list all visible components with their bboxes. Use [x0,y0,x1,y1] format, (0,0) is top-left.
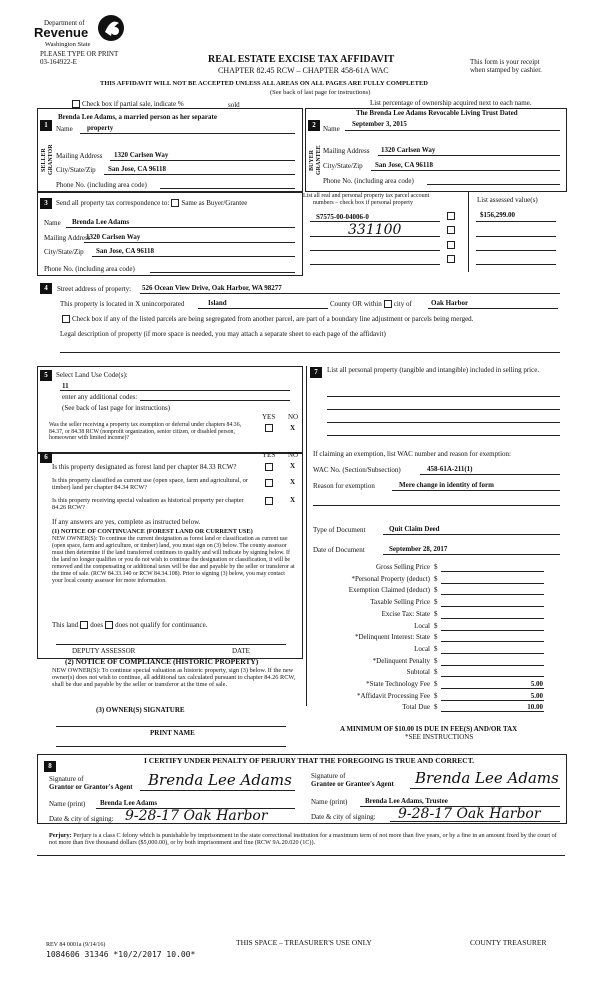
wac-field[interactable]: 458-61A-211(1) [427,465,473,473]
form-subtitle: CHAPTER 82.45 RCW – CHAPTER 458-61A WAC [218,66,389,75]
land-use-code-field[interactable]: 11 [62,382,69,390]
grantee-sig-label-2: Grantee or Grantee's Agent [311,780,394,788]
tax-row-dollar: $ [434,680,438,688]
tax-row-label: Local [414,622,430,630]
city-of-label: city of [393,300,412,308]
within-city-checkbox[interactable] [384,300,392,308]
seller-city-label: City/State/Zip [56,166,96,174]
personal-property-checkbox-1[interactable] [447,212,455,220]
section-5-badge: 5 [40,370,52,381]
street-field[interactable]: 526 Ocean View Drive, Oak Harbor, WA 98277 [142,284,282,292]
personal-property-checkbox-3[interactable] [447,241,455,249]
forest-q2-answer[interactable]: X [290,478,296,486]
receipt-note-2: when stamped by cashier. [470,66,542,74]
seller-name-line1: Brenda Lee Adams, a married person as her separate [58,113,217,121]
tax-row-dollar: $ [434,622,438,630]
city-field[interactable]: Oak Harbor [431,299,469,307]
forest-q2-yes-checkbox[interactable] [265,479,273,487]
grantor-name-label: Name (print) [49,800,86,808]
section-7-badge: 7 [310,367,322,378]
correspondence-row [56,199,247,207]
seller-mailing-field[interactable]: 1320 Carlsen Way [114,151,169,159]
grantee-name-field[interactable]: Brenda Lee Adams, Trustee [365,797,448,805]
grantee-date-label: Date & city of signing: [311,813,376,821]
street-label: Street address of property: [57,285,132,293]
form-title: REAL ESTATE EXCISE TAX AFFIDAVIT [208,54,395,65]
grantor-sig-label-2: Grantor or Grantor's Agent [49,783,133,791]
tax-row-value[interactable]: 10.00 [527,703,543,711]
forest-yes-header: YES [262,451,276,459]
tax-row-label: Subtotal [406,668,430,676]
parcel-header-1: List all real and personal property tax parcel account [303,193,430,199]
tax-row-value[interactable]: 5.00 [530,680,543,688]
agency-line3: Washington State [45,41,91,48]
seller-name-field[interactable]: property [87,124,114,132]
tax-row-label: *Personal Property (deduct) [351,575,430,583]
grantor-name-field[interactable]: Brenda Lee Adams [100,799,158,807]
section-2-badge: 2 [308,120,320,131]
within-row [330,300,412,308]
tax-row-dollar: $ [434,575,438,583]
forest-q3-answer[interactable]: X [290,496,296,504]
perjury-label: Perjury: [49,832,72,839]
see-back-text: (See back of last page for instructions) [270,89,371,96]
warning-text: THIS AFFIDAVIT WILL NOT BE ACCEPTED UNLESS ALL AREAS ON ALL PAGES ARE FULLY COMPLETED [100,80,428,87]
this-land-label: This land [52,621,79,629]
parcel-header-2: numbers – check box if personal property [313,200,413,206]
assessed-value-field[interactable]: $156,299.00 [480,211,515,219]
section-1-badge: 1 [40,120,52,131]
section-8-badge: 8 [44,761,56,772]
grantor-date-label: Date & city of signing: [49,815,114,823]
tax-row-dollar: $ [434,703,438,711]
same-as-buyer-checkbox[interactable] [171,199,179,207]
forest-q1-yes-checkbox[interactable] [265,463,273,471]
land-use-see-back: (See back of last page for instructions) [62,404,171,412]
buyer-mailing-field[interactable]: 1320 Carlsen Way [381,146,436,154]
tax-row-label: Local [414,645,430,653]
doc-type-label: Type of Document [313,526,366,534]
tax-row-dollar: $ [434,645,438,653]
land-use-yes-header: YES [262,413,276,421]
corr-city-field[interactable]: San Jose, CA 96118 [96,247,154,255]
tax-row-value[interactable]: 5.00 [530,692,543,700]
seller-city-field[interactable]: San Jose, CA 96118 [108,165,166,173]
please-type: PLEASE TYPE OR PRINT [40,50,119,58]
segregation-row [60,315,473,323]
grantor-signature[interactable]: Brenda Lee Adams [148,771,292,789]
tax-row-label: Excise Tax: State [381,610,430,618]
grantee-name-label: Name (print) [311,798,348,806]
county-treasurer-label: COUNTY TREASURER [470,938,547,947]
agency-line1: Department of [44,19,85,27]
reason-field[interactable]: Mere change in identity of form [399,481,494,489]
seller-phone-label: Phone No. (including area code) [56,181,147,189]
notice1-body: NEW OWNER(S): To continue the current designation as forest land or classification as current use (open space, farm and agriculture, or timber) land, you must sign on (3) below. The county assessor must then determine if the land transferred continues to qualify and will indicate by signing below. If the land no longer qualifies or you do not wish to continue the designation or classification, it will be removed and the compensating or additional taxes will be due and payable by the seller or transferor at the time of sale. (RCW 84.33.140 or RCW 84.34.108). Prior to signing (3) below, you may contact your local county assessor for more information. [52,536,295,584]
county-field[interactable]: Island [208,299,227,307]
owner-signature-label: (3) OWNER(S) SIGNATURE [96,706,185,714]
treasurer-use-label: THIS SPACE – TREASURER'S USE ONLY [236,938,372,947]
corr-phone-label: Phone No. (including area code) [44,265,135,273]
tax-row-dollar: $ [434,586,438,594]
buyer-phone-label: Phone No. (including area code) [323,177,414,185]
see-instructions: *SEE INSTRUCTIONS [405,733,474,741]
grantee-date-field[interactable]: 9-28-17 Oak Harbor [398,806,541,822]
does-checkbox[interactable] [80,621,88,629]
same-as-buyer-label: Same as Buyer/Grantee [181,199,248,207]
does-label: does [90,621,104,629]
buyer-city-field[interactable]: San Jose, CA 96118 [375,161,433,169]
section-6-badge: 6 [40,452,52,463]
section-3-badge: 3 [40,198,52,209]
pct-list-label: List percentage of ownership acquired next to each name. [370,99,532,107]
personal-property-checkbox-2[interactable] [447,226,455,234]
land-use-label: Select Land Use Code(s): [56,371,128,379]
land-use-yes-checkbox[interactable] [265,424,273,432]
exemption-label: If claiming an exemption, list WAC number and reason for exemption: [313,450,511,458]
tax-row-dollar: $ [434,657,438,665]
forest-q1: Is this property designated as forest land per chapter 84.33 RCW? [52,463,237,471]
reason-label: Reason for exemption [313,482,375,490]
additional-codes-label: enter any additional codes: [62,393,138,401]
deputy-assessor-label: DEPUTY ASSESSOR [72,647,136,655]
segregation-label: Check box if any of the listed parcels are being segregated from another parcel, are part of a boundary line adjustment or parcels being merged. [72,315,474,323]
tax-row-dollar: $ [434,563,438,571]
forest-if-yes: If any answers are yes, complete as instructed below. [52,518,201,526]
seller-mailing-label: Mailing Address [56,152,103,160]
forest-q1-answer[interactable]: X [290,462,296,470]
tax-row-label: Gross Selling Price [375,563,430,571]
seller-name-label: Name [56,125,73,133]
does-not-checkbox[interactable] [105,621,113,629]
grantee-signature[interactable]: Brenda Lee Adams [415,769,559,787]
county-or-label: County OR [330,300,363,308]
parcel-number-field[interactable]: S7575-00-04006-0 [316,213,369,221]
assessed-header: List assessed value(s) [477,196,538,204]
buyer-mailing-label: Mailing Address [323,147,370,155]
cashier-stamp: 1084606 31346 *10/2/2017 10.00* [46,950,196,959]
buyer-name-label: Name [323,125,340,133]
receipt-note-1: This form is your receipt [470,58,540,66]
tax-row-label: Taxable Selling Price [370,598,430,606]
exemption-question: Was the seller receiving a property tax exemption or deferral under chapters 84.36, 84.37, or 84.38 RCW (nonprofit organization, senior citizen, or disabled person, homeowner with limited income)? [49,422,242,442]
partial-sale-label: Check box if partial sale, indicate % [82,100,184,108]
doc-date-label: Date of Document [313,546,365,554]
tax-row-label: *Affidavit Processing Fee [357,692,430,700]
tax-row-label: Exemption Claimed (deduct) [348,586,430,594]
corr-name-field[interactable]: Brenda Lee Adams [72,218,130,226]
seller-side-label: SELLER GRANTOR [41,144,54,176]
wac-label: WAC No. (Section/Subsection) [313,466,401,474]
form-number: 03-164922-E [40,58,77,66]
land-use-no-answer[interactable]: X [290,424,296,432]
buyer-side-label: BUYER GRANTEE [309,145,322,175]
personal-property-checkbox-4[interactable] [447,255,455,263]
personal-property-label: List all personal property (tangible and intangible) included in selling price. [327,366,540,374]
corr-city-label: City/State/Zip [44,248,84,256]
tax-row-label: *State Technology Fee [366,680,430,688]
tax-row-label: *Delinquent Interest: State [354,633,430,641]
tax-row-dollar: $ [434,598,438,606]
forest-q2: Is this property classified as current use (open space, farm and agricultural, or timber) land per chapter 84.34 RCW? [52,477,248,492]
print-name-label: PRINT NAME [150,729,195,737]
within-label: within [363,300,382,308]
tax-row-dollar: $ [434,668,438,676]
buyer-name-field[interactable]: September 3, 2015 [352,120,407,128]
correspondence-label: Send all property tax correspondence to: [56,199,170,207]
tax-row-label: *Delinquent Penalty [372,657,430,665]
tax-row-label: Total Due [402,703,430,711]
buyer-city-label: City/State/Zip [323,162,363,170]
forest-q3-yes-checkbox[interactable] [265,497,273,505]
located-text: This property is located in X unincorporated [60,300,185,308]
perjury-text [49,832,565,846]
notice2-title: (2) NOTICE OF COMPLIANCE (HISTORIC PROPERTY) [65,657,259,666]
section-4-badge: 4 [40,283,52,294]
tax-row-dollar: $ [434,610,438,618]
buyer-name-line1: The Brenda Lee Adams Revocable Living Trust Dated [356,109,518,117]
forest-q3: Is this property receiving special valuation as historical property per chapter 84.26 RCW? [52,497,244,512]
deputy-date-label: DATE [232,647,250,655]
sold-label: sold [228,101,240,109]
certify-text: I CERTIFY UNDER PENALTY OF PERJURY THAT THE FOREGOING IS TRUE AND CORRECT. [144,756,475,765]
agency-logo-icon [95,12,127,44]
land-use-no-header: NO [288,413,299,421]
grantee-sig-label-1: Signature of [311,772,346,780]
continuance-row [52,621,207,629]
notice2-body: NEW OWNER(S): To continue special valuation as historic property, sign (3) below. If the new owner(s) does not wish to continue, all additional tax calculated pursuant to chapter 84.26 RCW, shall be due and payable by the seller or transferor at the time of sale. [52,667,296,689]
segregation-checkbox[interactable] [62,315,70,323]
rev-number: REV 84 0001a (9/14/16) [46,942,106,948]
agency-line2: Revenue [34,25,89,40]
does-not-label: does not qualify for continuance. [115,621,208,629]
corr-name-label: Name [44,219,61,227]
corr-mailing-field[interactable]: 1320 Carlsen Way [86,233,141,241]
grantor-sig-label-1: Signature of [49,775,84,783]
notice1-title: (1) NOTICE OF CONTINUANCE (FOREST LAND OR CURRENT USE) [52,528,253,535]
doc-date-field[interactable]: September 28, 2017 [389,545,448,553]
legal-label: Legal description of property (if more space is needed, you may attach a separate sheet to each page of the affidavit) [60,330,386,338]
corr-mailing-label: Mailing Address [44,234,91,242]
handwritten-parcel-note: 331100 [348,222,402,238]
minimum-due-text: A MINIMUM OF $10.00 IS DUE IN FEE(S) AND/OR TAX [340,725,518,733]
doc-type-field[interactable]: Quit Claim Deed [389,525,440,533]
perjury-body: Perjury is a class C felony which is punishable by imprisonment in the state correctional institution for a maximum term of not more than five years, or by a fine in an amount fixed by the court of not more than five thousand dollars ($5,000.00), or by both imprisonment and fine (RCW 9A.20.020 (1C)). [49,832,557,847]
tax-row-dollar: $ [434,633,438,641]
tax-row-dollar: $ [434,692,438,700]
grantor-date-field[interactable]: 9-28-17 Oak Harbor [125,808,268,824]
forest-no-header: NO [288,451,299,459]
